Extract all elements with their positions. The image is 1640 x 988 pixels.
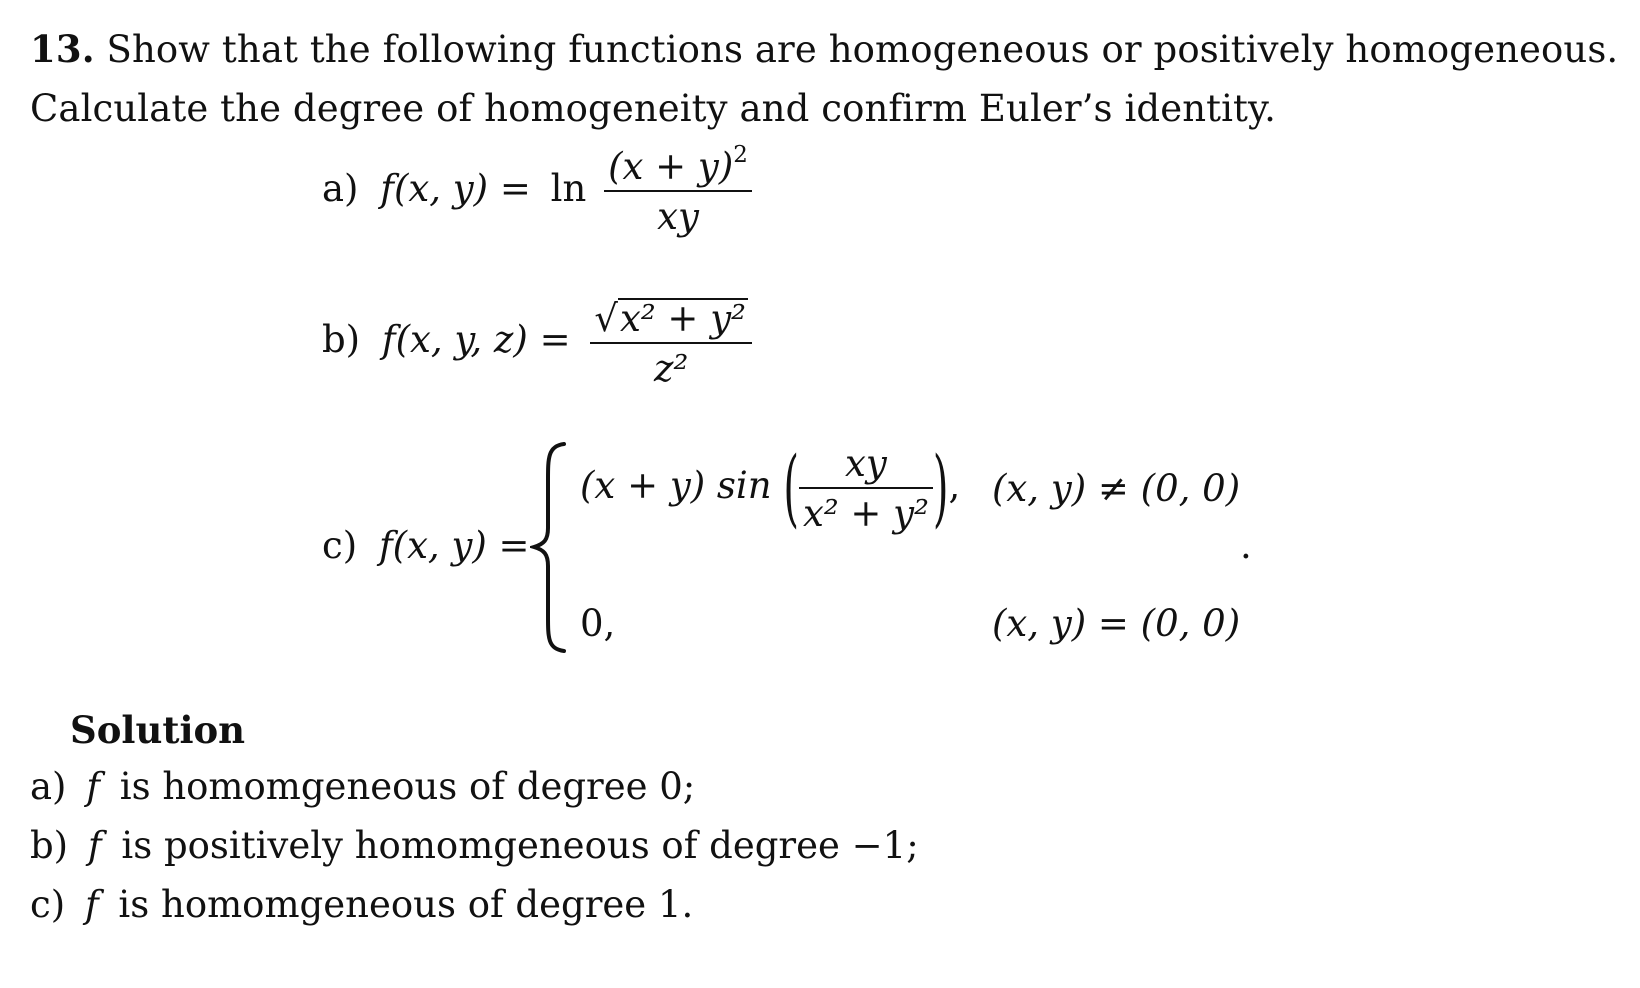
- item-a-lhs: f(x, y) =: [380, 167, 531, 210]
- item-b-fraction: [590, 297, 752, 390]
- left-brace-icon: [530, 440, 570, 655]
- item-a-fraction: [604, 141, 752, 238]
- item-c-lhs: f(x, y) =: [378, 524, 530, 567]
- item-a-numerator-base: (x + y): [608, 145, 734, 188]
- item-c-label-row: [322, 524, 530, 567]
- solution-a-text: is homomgeneous of degree 0;: [119, 765, 696, 808]
- solution-line-a: [30, 765, 695, 808]
- item-b-numerator: [590, 298, 752, 344]
- right-paren-icon: ): [932, 440, 949, 537]
- item-a-label: a): [322, 167, 359, 210]
- item-c-trailing-period: .: [1240, 524, 1252, 567]
- item-b-lhs: f(x, y, z) =: [381, 318, 571, 361]
- item-a-denominator: xy: [657, 195, 699, 238]
- solution-a-label: a): [30, 765, 67, 808]
- solution-b-f: f: [87, 824, 102, 867]
- item-b-label: b): [322, 318, 361, 361]
- sqrt-sign-icon: √: [594, 297, 618, 340]
- item-c-case1-condition: (x, y) ≠ (0, 0): [992, 467, 1241, 510]
- solution-c-label: c): [30, 883, 66, 926]
- problem-number: 13.: [30, 27, 95, 71]
- item-c-case1-fraction: [799, 442, 933, 535]
- solution-a-f: f: [86, 765, 100, 808]
- solution-line-b: [30, 824, 919, 867]
- item-a: [322, 141, 752, 238]
- solution-heading: Solution: [70, 708, 246, 752]
- solution-line-c: [30, 883, 693, 926]
- item-b-radicand: x² + y²: [619, 297, 746, 340]
- item-c-case2-expr: 0,: [580, 602, 616, 645]
- item-c-case-1: [580, 440, 961, 537]
- item-c-case1-frac-den: x² + y²: [802, 492, 929, 535]
- solution-b-text: is positively homomgeneous of degree −1;: [121, 824, 919, 867]
- sqrt: [594, 297, 748, 340]
- solution-c-text: is homomgeneous of degree 1.: [118, 883, 694, 926]
- solution-b-label: b): [30, 824, 69, 867]
- item-c-case1-comma: ,: [948, 464, 961, 507]
- item-a-numerator: [604, 141, 752, 192]
- problem-text: Show that the following functions are homogeneous or positively homogeneous. Calculate the degree of homogeneity and confirm Euler’s identity.: [30, 28, 1619, 130]
- item-c-case1-frac-num: xy: [799, 445, 933, 489]
- item-c-case2-condition: (x, y) = (0, 0): [992, 602, 1241, 645]
- item-a-func: ln: [550, 167, 587, 210]
- problem-statement: [30, 20, 1630, 138]
- item-a-numerator-exp: 2: [733, 141, 748, 168]
- item-b-denominator: z²: [654, 347, 689, 390]
- item-c-case1-expr: (x + y) sin: [580, 464, 772, 507]
- item-b: [322, 297, 752, 390]
- solution-c-f: f: [84, 883, 99, 926]
- item-c-label: c): [322, 524, 358, 567]
- left-paren-icon: (: [783, 440, 799, 537]
